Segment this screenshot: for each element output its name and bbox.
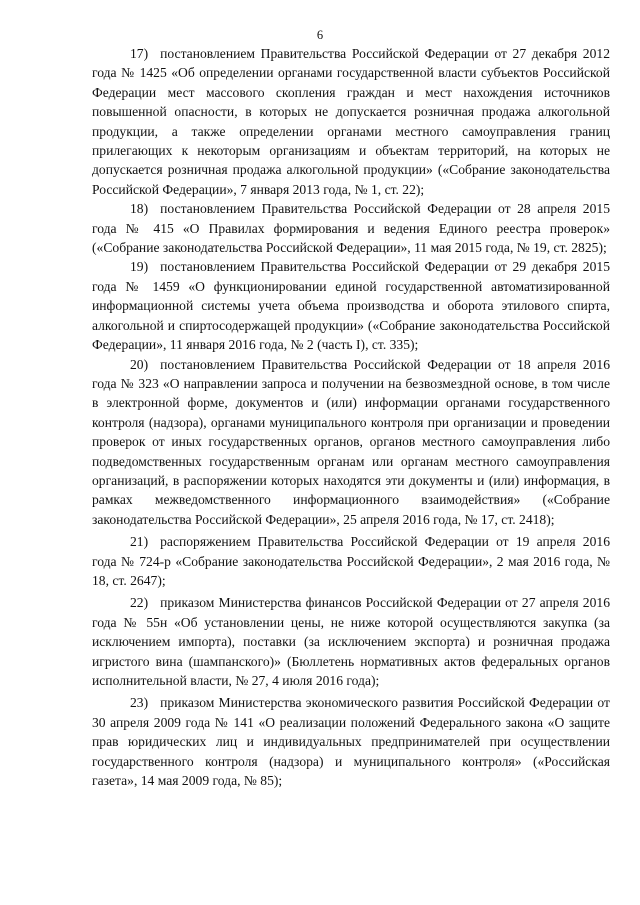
item-text: постановлением Правительства Российской Федерации от 29 декабря 2015 года № 1459 «О функционировании единой государственной автоматизированной информационной системы учета объема производства и оборота этилового спирта, алкогольной и спиртосодержащей продукции» («Собрание законодательства Российской Федерации», 11 января 2016 года, № 2 (часть I), ст. 335);: [92, 259, 610, 353]
list-item-17: [92, 44, 610, 199]
item-text: постановлением Правительства Российской Федерации от 28 апреля 2015 года № 415 «О Правилах формирования и ведения Единого реестра проверок» («Собрание законодательства Российской Федерации», 11 мая 2015 года, № 19, ст. 2825);: [92, 201, 610, 256]
item-number: 21): [130, 534, 149, 550]
item-text: постановлением Правительства Российской Федерации от 27 декабря 2012 года № 1425 «Об определении органами государственной власти субъектов Российской Федерации мест массового скопления граждан и мест нахождения источников повышенной опасности, в которых не допускается розничная продажа алкогольной продукции, а также определении органами местного самоуправления границ прилегающих к некоторым организациям и объектам территорий, на которых не допускается розничная продажа алкогольной продукции» («Собрание законодательства Российской Федерации», 7 января 2013 года, № 1, ст. 22);: [92, 46, 610, 197]
list-item-18: [92, 199, 610, 257]
list-item-20: [92, 355, 610, 530]
item-number: 20): [130, 356, 149, 372]
item-number: 23): [130, 695, 149, 711]
list-item-19: [92, 257, 610, 354]
item-number: 22): [130, 595, 149, 611]
item-text: приказом Министерства экономического развития Российской Федерации от 30 апреля 2009 года № 141 «О реализации положений Федерального закона «О защите прав юридических лиц и индивидуальных предпринимателей при осуществлении государственного контроля (надзора) и муниципального контроля» («Российская газета», 14 мая 2009 года, № 85);: [92, 695, 610, 789]
item-text: постановлением Правительства Российской Федерации от 18 апреля 2016 года № 323 «О направлении запроса и получении на безвозмездной основе, в том числе в электронной форме, документов и (или) информации органами государственного контроля (надзора), органами муниципального контроля при организации и проведении проверок от иных государственных органов, органов местного самоуправления либо подведомственных государственным органам или органам местного самоуправления организаций, в распоряжении которых находятся эти документы и (или) информация, в рамках межведомственного информационного взаимодействия» («Собрание законодательства Российской Федерации», 25 апреля 2016 года, № 17, ст. 2418);: [92, 356, 610, 527]
list-item-21: [92, 532, 610, 590]
item-text: приказом Министерства финансов Российской Федерации от 27 апреля 2016 года № 55н «Об установлении цены, не ниже которой осуществляются закупка (за исключением импорта), поставки (за исключением экспорта) и розничная продажа игристого вина (шампанского)» (Бюллетень нормативных актов федеральных органов исполнительной власти, № 27, 4 июля 2016 года);: [92, 595, 610, 688]
list-item-22: [92, 593, 610, 690]
item-text: распоряжением Правительства Российской Федерации от 19 апреля 2016 года № 724-р «Собрание законодательства Российской Федерации», 2 мая 2016 года, № 18, ст. 2647);: [92, 534, 610, 588]
item-number: 18): [130, 201, 149, 217]
item-number: 17): [130, 46, 149, 61]
page-number: 6: [316, 28, 324, 42]
document-body: [92, 44, 610, 790]
list-item-23: [92, 693, 610, 790]
item-number: 19): [130, 259, 149, 275]
